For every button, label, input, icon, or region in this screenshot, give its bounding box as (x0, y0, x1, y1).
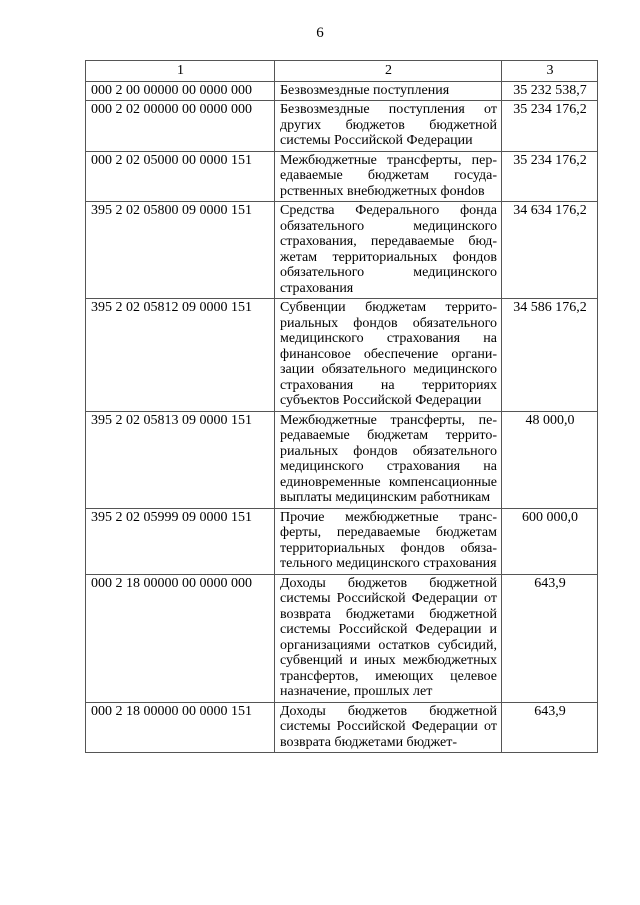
revenue-table (85, 60, 598, 753)
amount-cell: 35 234 176,2 (502, 151, 598, 202)
amount-cell: 35 232 538,7 (502, 81, 598, 101)
budget-code-cell: 000 2 02 00000 00 0000 000 (86, 101, 275, 152)
table-row (86, 411, 598, 508)
revenue-name-cell: Безвозмездные поступления от других бюджетов бюджетной системы Российской Федерации (275, 101, 502, 152)
budget-code-cell: 395 2 02 05800 09 0000 151 (86, 202, 275, 299)
amount-cell: 48 000,0 (502, 411, 598, 508)
revenue-name-cell: Субвенции бюджетам территориальных фондов обязательного медицинского страхования на финансовое обеспечение организации обязательного медицинского страхования на территориях субъектов Российской Федерации (275, 299, 502, 412)
amount-cell: 643,9 (502, 702, 598, 753)
amount-cell: 35 234 176,2 (502, 101, 598, 152)
table-row (86, 508, 598, 574)
revenue-name-cell: Доходы бюджетов бюджетной системы Российской Федерации от возврата бюджетами бюджетной системы Российской Федерации и организациями остатков субсидий, субвенций и иных межбюджетных трансфертов, имеющих целевое назначение, прошлых лет (275, 574, 502, 702)
budget-code-cell: 395 2 02 05999 09 0000 151 (86, 508, 275, 574)
amount-cell: 34 634 176,2 (502, 202, 598, 299)
header-row (86, 61, 598, 82)
table-row (86, 151, 598, 202)
column-header-name: 2 (275, 61, 502, 82)
table-row (86, 574, 598, 702)
amount-cell: 643,9 (502, 574, 598, 702)
table-row (86, 702, 598, 753)
table-row (86, 299, 598, 412)
table-header (86, 61, 598, 82)
column-header-amount: 3 (502, 61, 598, 82)
table-row (86, 202, 598, 299)
table-row (86, 81, 598, 101)
budget-code-cell: 000 2 02 05000 00 0000 151 (86, 151, 275, 202)
revenue-name-cell: Прочие межбюджетные трансферты, передаваемые бюджетам территориальных фондов обязательного медицинского страхования (275, 508, 502, 574)
amount-cell: 600 000,0 (502, 508, 598, 574)
revenue-name-cell: Межбюджетные трансферты, передаваемые бюджетам территориальных фондов обязательного медицинского страхования на единовременные компенсационные выплаты медицинским работникам (275, 411, 502, 508)
revenue-name-cell: Средства Федерального фонда обязательного медицинского страхования, передаваемые бюджетам территориальных фондов обязательного медицинского страхования (275, 202, 502, 299)
budget-code-cell: 395 2 02 05812 09 0000 151 (86, 299, 275, 412)
page-number: 6 (316, 25, 324, 41)
revenue-name-cell: Безвозмездные поступления (275, 81, 502, 101)
table-body (86, 81, 598, 753)
revenue-name-cell: Межбюджетные трансферты, передаваемые бюджетам государственных внебюджетных фонdов (275, 151, 502, 202)
budget-code-cell: 000 2 18 00000 00 0000 000 (86, 574, 275, 702)
table-row (86, 101, 598, 152)
revenue-name-cell: Доходы бюджетов бюджетной системы Российской Федерации от возврата бюджетами бюджет- (275, 702, 502, 753)
budget-code-cell: 000 2 00 00000 00 0000 000 (86, 81, 275, 101)
amount-cell: 34 586 176,2 (502, 299, 598, 412)
column-header-code: 1 (86, 61, 275, 82)
budget-code-cell: 000 2 18 00000 00 0000 151 (86, 702, 275, 753)
budget-code-cell: 395 2 02 05813 09 0000 151 (86, 411, 275, 508)
